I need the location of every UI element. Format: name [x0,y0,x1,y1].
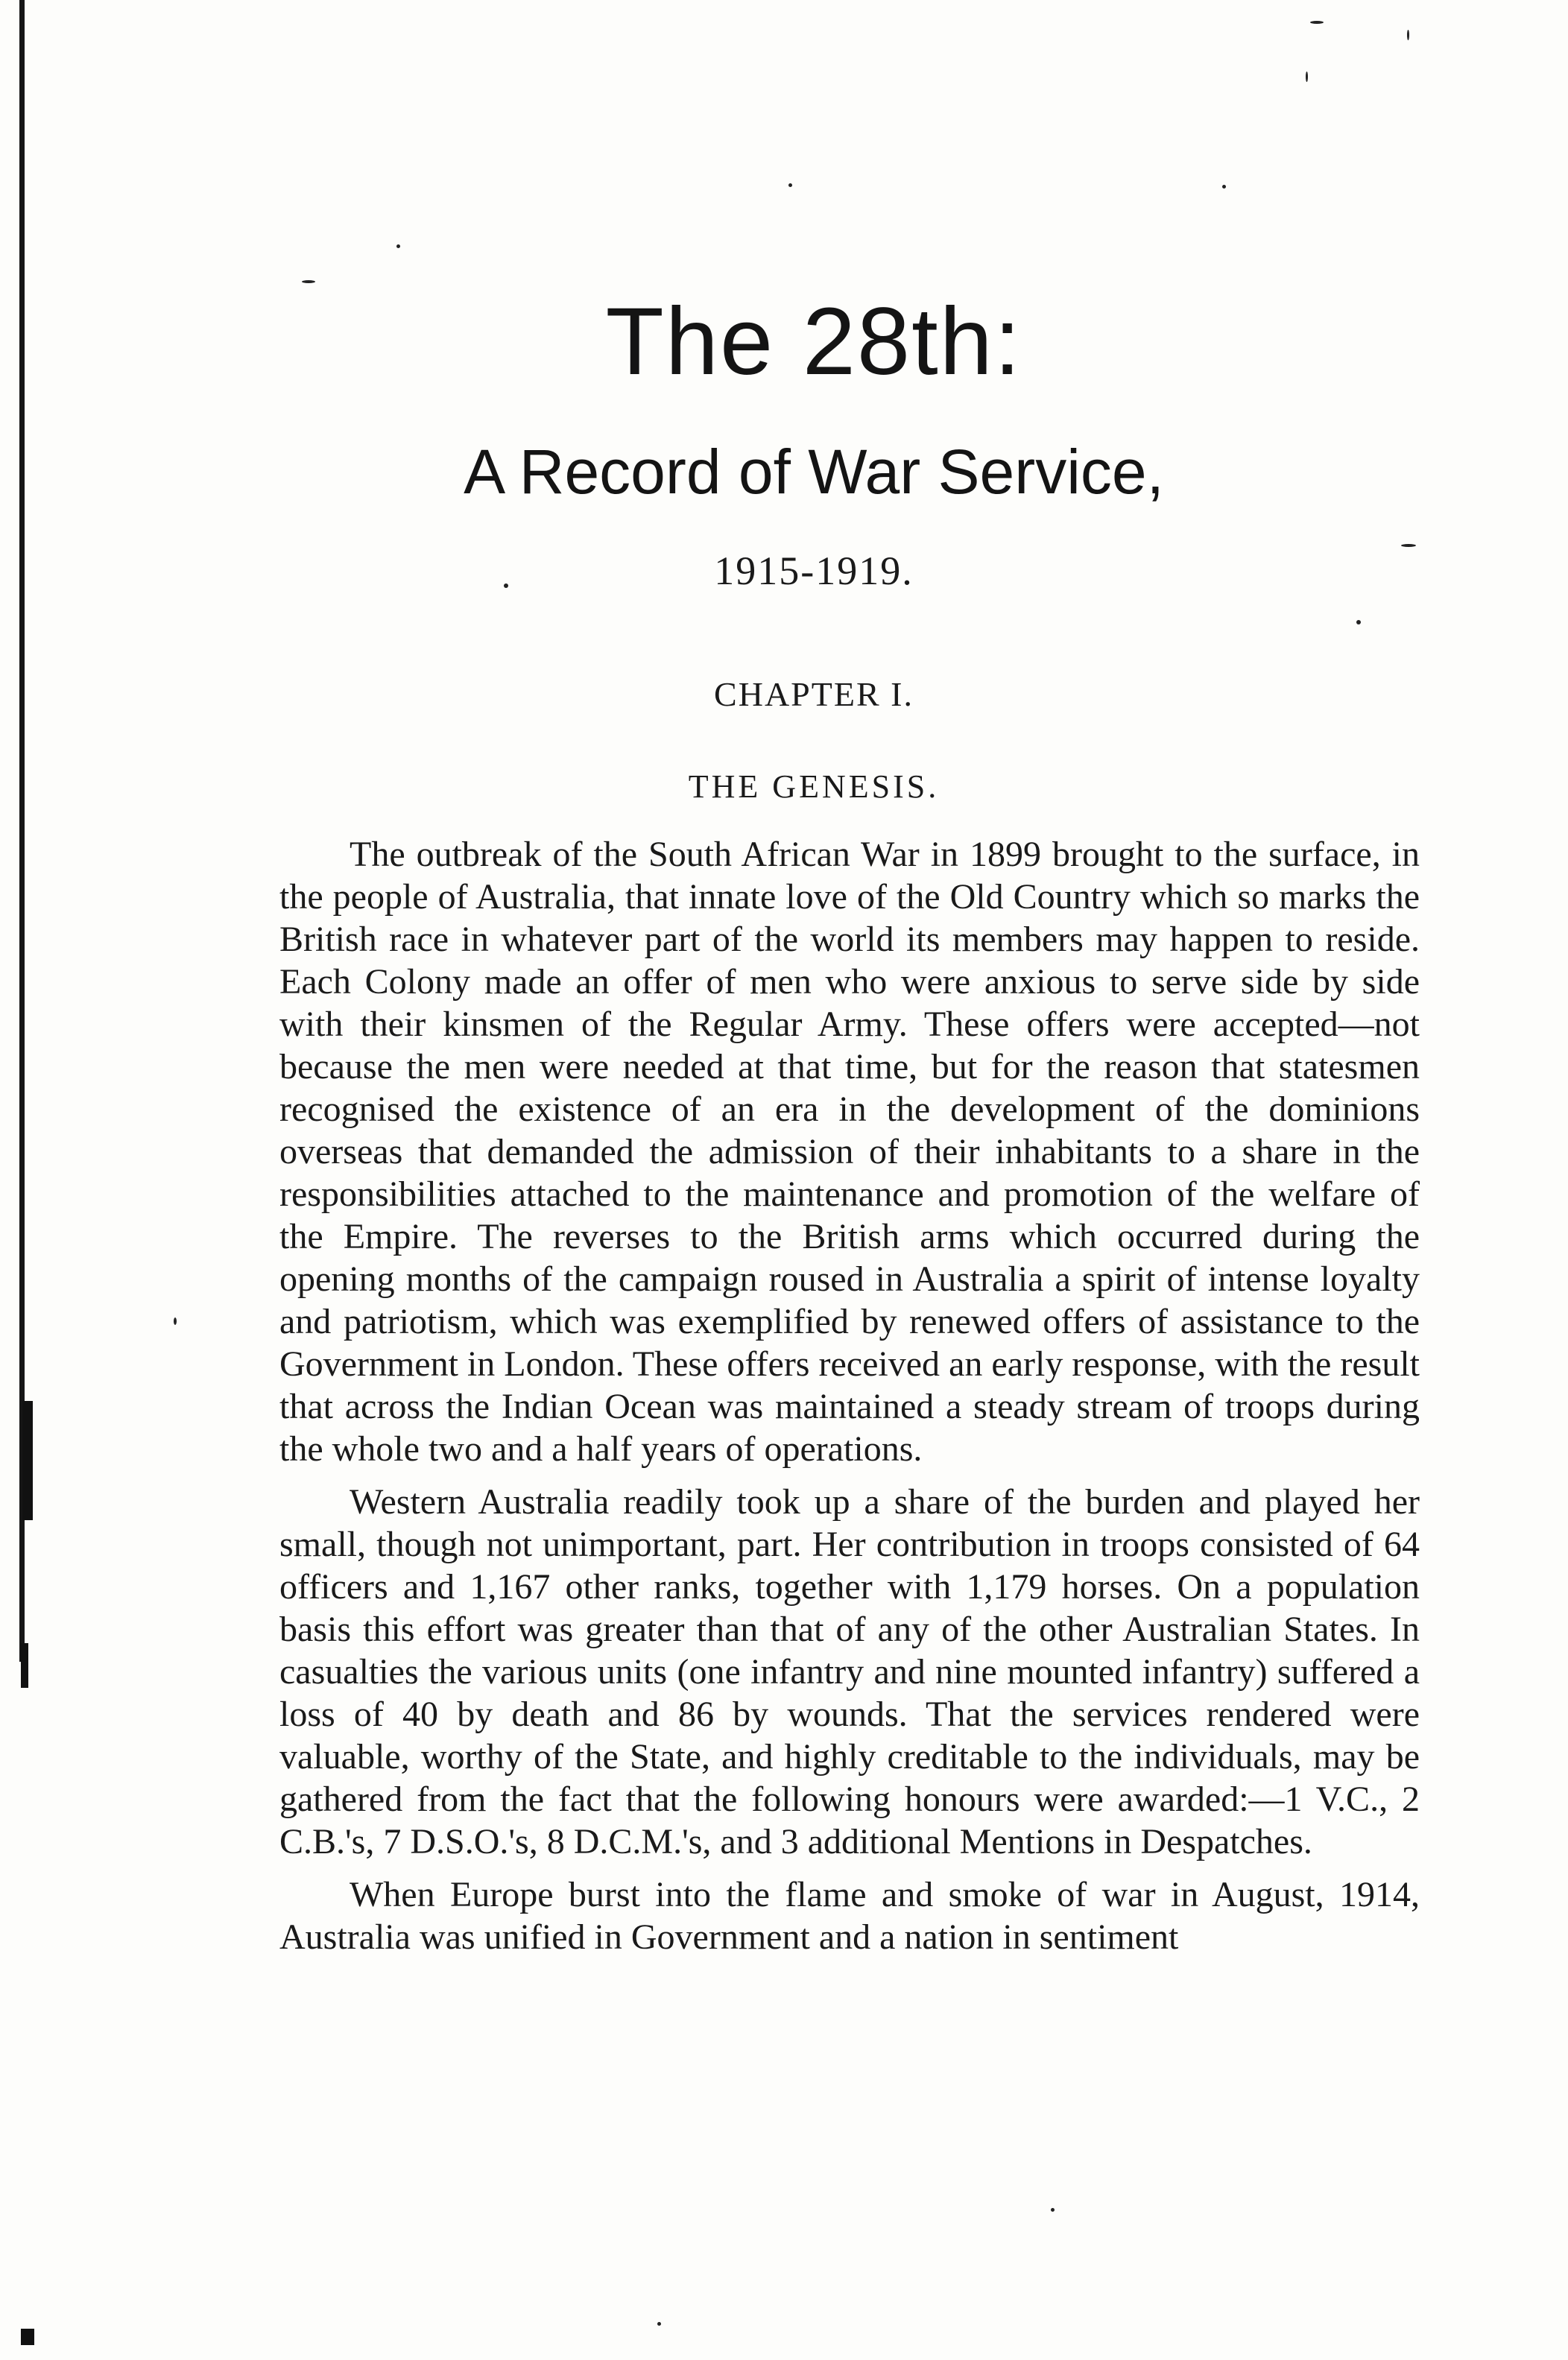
binding-smudge [22,1401,33,1520]
scan-speck [657,2322,661,2326]
book-subtitle: A Record of War Service, [464,437,1164,507]
scan-speck [788,183,792,187]
chapter-title: THE GENESIS. [688,768,940,805]
body-text [279,833,1420,1969]
scan-speck [1306,72,1308,82]
scan-speck [174,1317,177,1325]
binding-smudge [21,1643,28,1688]
scan-speck [1051,2208,1055,2212]
scan-speck [302,280,315,283]
binding-smudge [21,2329,34,2345]
paragraph: When Europe burst into the flame and smoke of war in August, 1914, Australia was unified in Government and a nation in sentiment [279,1875,1420,1957]
chapter-number: CHAPTER I. [714,675,914,713]
scan-speck [396,244,400,248]
paragraph: Western Australia readily took up a share of the burden and played her small, though not unimportant, part. Her contribution in troops consisted of 64 officers and 1,167 other ranks, together with 1,179 horses. On a population basis this effort was greater than that of any of the other Australian States. In casualties the various units (one infantry and nine mounted infantry) suffered a loss of 40 by death and 86 by wounds. That the services rendered were valuable, worthy of the State, and highly creditable to the individuals, may be gathered from the fact that the following honours were awarded:—1 V.C., 2 C.B.'s, 7 D.S.O.'s, 8 D.C.M.'s, and 3 additional Mentions in Despatches. [279,1482,1420,1861]
scan-speck [1222,185,1226,189]
paragraph: The outbreak of the South African War in 1899 brought to the surface, in the people of Australia, that innate love of the Old Country which so marks the British race in whatever part of the world its members may happen to reside. Each Colony made an offer of men who were anxious to serve side by side with their kinsmen of the Regular Army. These offers were accepted—not because the men were needed at that time, but for the reason that statesmen recognised the existence of an era in the development of the dominions overseas that demanded the admission of their inhabitants to a share in the responsibilities attached to the maintenance and promotion of the welfare of the Empire. The reverses to the British arms which occurred during the opening months of the campaign roused in Australia a spirit of intense loyalty and patriotism, which was exemplified by renewed offers of assistance to the Government in London. These offers received an early response, with the result that across the Indian Ocean was maintained a steady stream of troops during the whole two and a half years of operations. [279,835,1420,1469]
book-title: The 28th: [605,288,1022,395]
scan-speck [1310,21,1324,24]
scan-speck [1407,30,1409,40]
book-years: 1915-1919. [714,548,914,593]
scan-speck [1401,544,1416,547]
scan-speck [1356,620,1361,624]
